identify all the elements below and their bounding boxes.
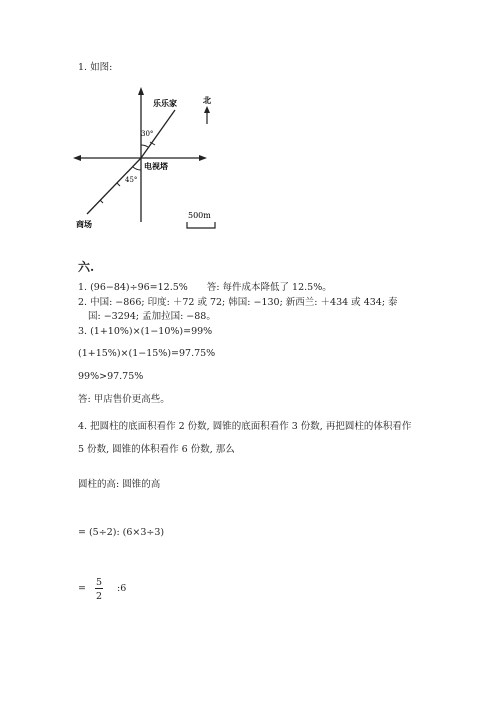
answer-2-line-a: 2. 中国: −866; 印度: ＋72 或 72; 韩国: −130; 新西兰: ＋434 或 434; 泰 — [78, 297, 398, 308]
scale-bar — [187, 222, 215, 228]
label-lelejia: 乐乐家 — [153, 98, 177, 108]
label-scale: 500m — [188, 211, 211, 220]
answer-4-equals: = — [78, 583, 86, 594]
fraction-bar — [95, 588, 103, 589]
label-angle-45: 45° — [125, 176, 138, 184]
section-6-heading: 六. — [78, 260, 95, 274]
horizontal-axis-arrow-left — [73, 155, 81, 161]
label-tower: 电视塔 — [144, 161, 168, 171]
fraction-numerator: 5 — [95, 577, 103, 588]
vertical-axis-arrow — [138, 87, 144, 95]
angle-arc-30 — [141, 145, 148, 147]
answer-4-step-1: = (5÷2): (6×3÷3) — [78, 527, 165, 538]
answer-1: 1. (96−84)÷96=12.5% 答: 每件成本降低了 12.5%。 — [78, 282, 332, 293]
answer-3-compare: 99%>97.75% — [78, 371, 144, 382]
horizontal-axis-arrow-right — [199, 155, 207, 161]
answer-4-line-b: 5 份数, 圆锥的体积看作 6 份数, 那么 — [78, 444, 235, 455]
answer-2-line-b: 国: −3294; 孟加拉国: −88。 — [88, 311, 216, 322]
route-to-mall — [87, 158, 141, 214]
label-mall: 商场 — [76, 219, 92, 229]
answer-3-conclusion: 答: 甲店售价更高些。 — [78, 394, 170, 405]
tick-mark — [117, 183, 120, 186]
tick-mark — [100, 200, 103, 203]
fraction-denominator: 2 — [95, 591, 103, 602]
north-arrow-head — [204, 106, 210, 113]
answer-4-ratio-value: :6 — [117, 583, 127, 594]
label-angle-30: 30° — [141, 130, 154, 138]
item-1-label: 1. 如图: — [78, 62, 113, 73]
label-north: 北 — [203, 95, 211, 105]
angle-arc-45 — [133, 167, 141, 170]
answer-3-step-2: (1+15%)×(1−15%)=97.75% — [78, 348, 216, 359]
answer-4-ratio-label: 圆柱的高: 圆锥的高 — [78, 479, 161, 490]
answer-4-line-a: 4. 把圆柱的底面积看作 2 份数, 圆锥的底面积看作 3 份数, 再把圆柱的体积看作 — [78, 421, 412, 432]
answer-3: 3. (1+10%)×(1−10%)=99% — [78, 326, 213, 337]
